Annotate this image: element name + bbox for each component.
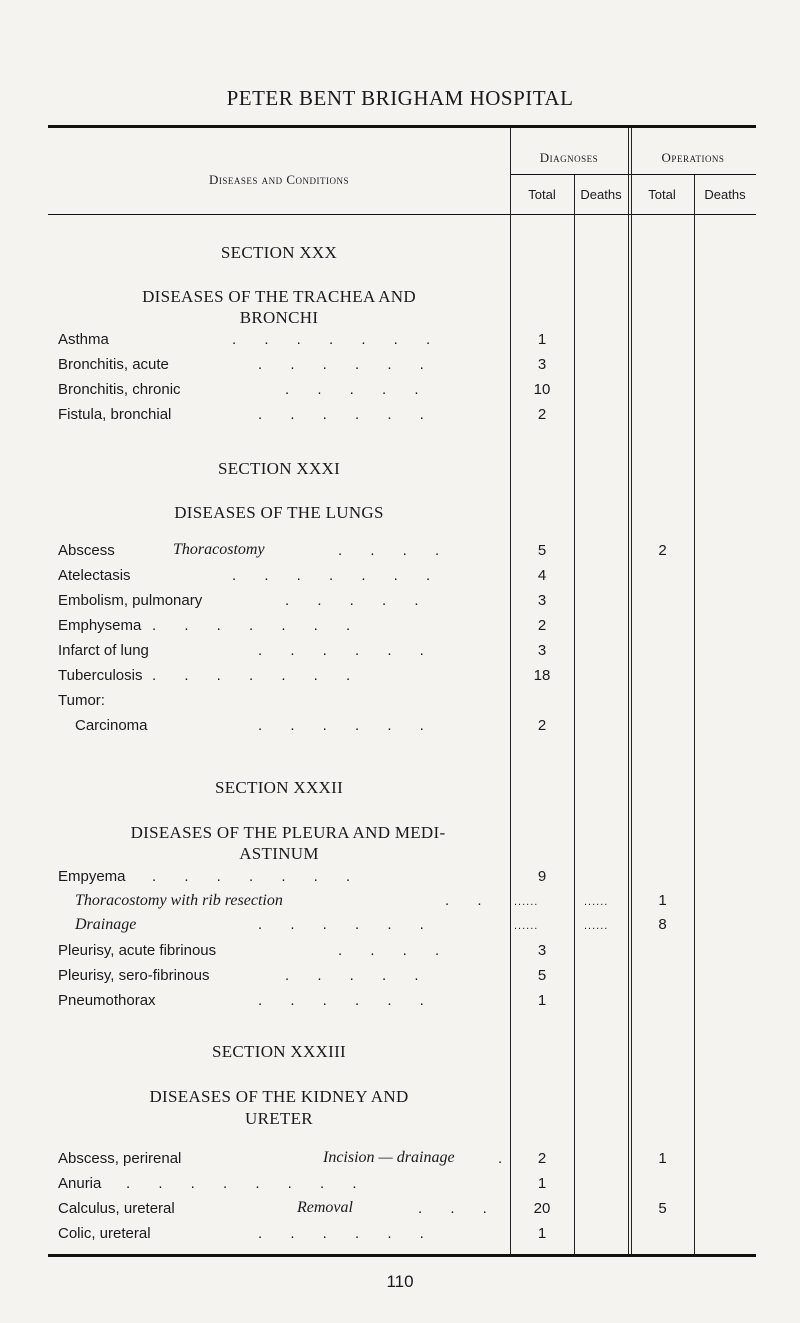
diag-total-value: 4	[537, 567, 547, 584]
diag-total-value: 3	[537, 642, 547, 659]
operation-label: Removal	[297, 1199, 353, 1216]
diag-total-value: 1	[537, 1175, 547, 1192]
column-header-diagnoses: Diagnoses	[539, 150, 599, 165]
leader-dots: . .	[445, 892, 494, 909]
diag-total-value: 10	[533, 381, 551, 398]
leader-dots: . . . . . . .	[152, 667, 363, 684]
op-total-value: 5	[658, 1200, 667, 1217]
operation-label: Drainage	[75, 916, 137, 933]
op-total-value: 1	[658, 1150, 667, 1167]
empty-cell-dots: ......	[514, 896, 539, 908]
diag-total-value: 3	[537, 592, 547, 609]
column-divider	[628, 128, 629, 1255]
row-label: Bronchitis, acute	[58, 356, 169, 373]
subheader-diag-total: Total	[528, 187, 556, 202]
leader-dots: . . . . . . .	[152, 617, 363, 634]
row-label: Pneumothorax	[58, 992, 156, 1009]
row-label: Pleurisy, sero-fibrinous	[58, 967, 210, 984]
row-label: Carcinoma	[75, 717, 148, 734]
leader-dots: . . . . . .	[258, 992, 436, 1009]
row-label: Tumor:	[58, 692, 105, 709]
row-label: Pleurisy, acute fibrinous	[58, 942, 217, 959]
column-divider	[510, 128, 511, 1255]
empty-cell-dots: ......	[584, 896, 609, 908]
diag-total-value: 2	[537, 406, 547, 423]
column-divider	[694, 175, 695, 1255]
leader-dots: . . . . . . .	[232, 567, 443, 584]
section-heading: SECTION XXXIII	[211, 1042, 347, 1061]
leader-dots: . . . . . . .	[152, 868, 363, 885]
section-title: URETER	[245, 1109, 313, 1128]
diag-total-value: 5	[537, 967, 547, 984]
row-label: Tuberculosis	[58, 667, 143, 684]
operation-label: Incision — drainage	[323, 1149, 455, 1166]
row-label: Infarct of lung	[58, 642, 149, 659]
header-mid-rule	[510, 174, 756, 175]
row-label: Asthma	[58, 331, 109, 348]
op-total-value: 2	[658, 542, 667, 559]
leader-dots: . . . . . .	[258, 717, 436, 734]
leader-dots: . . . .	[338, 542, 452, 559]
section-title: DISEASES OF THE PLEURA AND MEDI-	[130, 823, 446, 842]
subheader-diag-deaths: Deaths	[580, 187, 622, 202]
row-label: Embolism, pulmonary	[58, 592, 203, 609]
section-title: DISEASES OF THE TRACHEA AND	[142, 287, 416, 306]
leader-dots: . . . . . .	[258, 356, 436, 373]
row-label: Empyema	[58, 868, 126, 885]
empty-cell-dots: ......	[584, 920, 609, 932]
section-title: ASTINUM	[239, 844, 319, 863]
leader-dots: . . .	[418, 1200, 499, 1217]
column-divider	[574, 175, 575, 1255]
row-label: Colic, ureteral	[58, 1225, 151, 1242]
row-label: Abscess, perirenal	[58, 1150, 182, 1167]
row-label: Emphysema	[58, 617, 142, 634]
table-bottom-rule	[48, 1254, 756, 1257]
subheader-op-deaths: Deaths	[704, 187, 746, 202]
diag-total-value: 20	[533, 1200, 551, 1217]
section-heading: SECTION XXX	[220, 243, 338, 262]
row-label: Calculus, ureteral	[58, 1200, 175, 1217]
row-label: Bronchitis, chronic	[58, 381, 181, 398]
diag-total-value: 9	[537, 868, 547, 885]
diag-total-value: 1	[537, 1225, 547, 1242]
section-title: DISEASES OF THE KIDNEY AND	[149, 1087, 409, 1106]
leader-dots: . . . . . .	[258, 916, 436, 933]
op-total-value: 1	[658, 892, 667, 909]
column-header-operations: Operations	[661, 150, 725, 165]
leader-dots: . . . . . . . .	[126, 1175, 369, 1192]
diag-total-value: 5	[537, 542, 547, 559]
empty-cell-dots: ......	[514, 920, 539, 932]
diag-total-value: 1	[537, 992, 547, 1009]
section-heading: SECTION XXXI	[217, 459, 341, 478]
leader-dots: . . . . . .	[258, 406, 436, 423]
table-top-rule	[48, 125, 756, 128]
diag-total-value: 2	[537, 617, 547, 634]
row-label: Fistula, bronchial	[58, 406, 172, 423]
diag-total-value: 1	[537, 331, 547, 348]
header-bottom-rule	[48, 214, 756, 215]
diag-total-value: 2	[537, 717, 547, 734]
diag-total-value: 3	[537, 356, 547, 373]
leader-dots: . . . . .	[285, 592, 431, 609]
leader-dots: . . . . . . .	[232, 331, 443, 348]
diag-total-value: 3	[537, 942, 547, 959]
operation-label: Thoracostomy	[173, 541, 265, 558]
subheader-op-total: Total	[648, 187, 676, 202]
operation-label: Thoracostomy with rib resection	[75, 892, 283, 909]
column-divider	[631, 128, 632, 1255]
section-title: DISEASES OF THE LUNGS	[174, 503, 384, 522]
leader-dots: . . . . . .	[258, 642, 436, 659]
column-header-diseases: Diseases and Conditions	[208, 172, 350, 187]
diag-total-value: 2	[537, 1150, 547, 1167]
op-total-value: 8	[658, 916, 667, 933]
page-number: 110	[386, 1272, 414, 1291]
diag-total-value: 18	[533, 667, 551, 684]
leader-dots: . . . . . .	[258, 1225, 436, 1242]
row-label: Anuria	[58, 1175, 102, 1192]
section-title: BRONCHI	[239, 308, 319, 327]
leader-dots: .	[498, 1150, 515, 1167]
row-label: Abscess	[58, 542, 115, 559]
page-title: PETER BENT BRIGHAM HOSPITAL	[226, 86, 574, 110]
row-label: Atelectasis	[58, 567, 131, 584]
section-heading: SECTION XXXII	[214, 778, 344, 797]
leader-dots: . . . . .	[285, 381, 431, 398]
leader-dots: . . . . .	[285, 967, 431, 984]
leader-dots: . . . .	[338, 942, 452, 959]
